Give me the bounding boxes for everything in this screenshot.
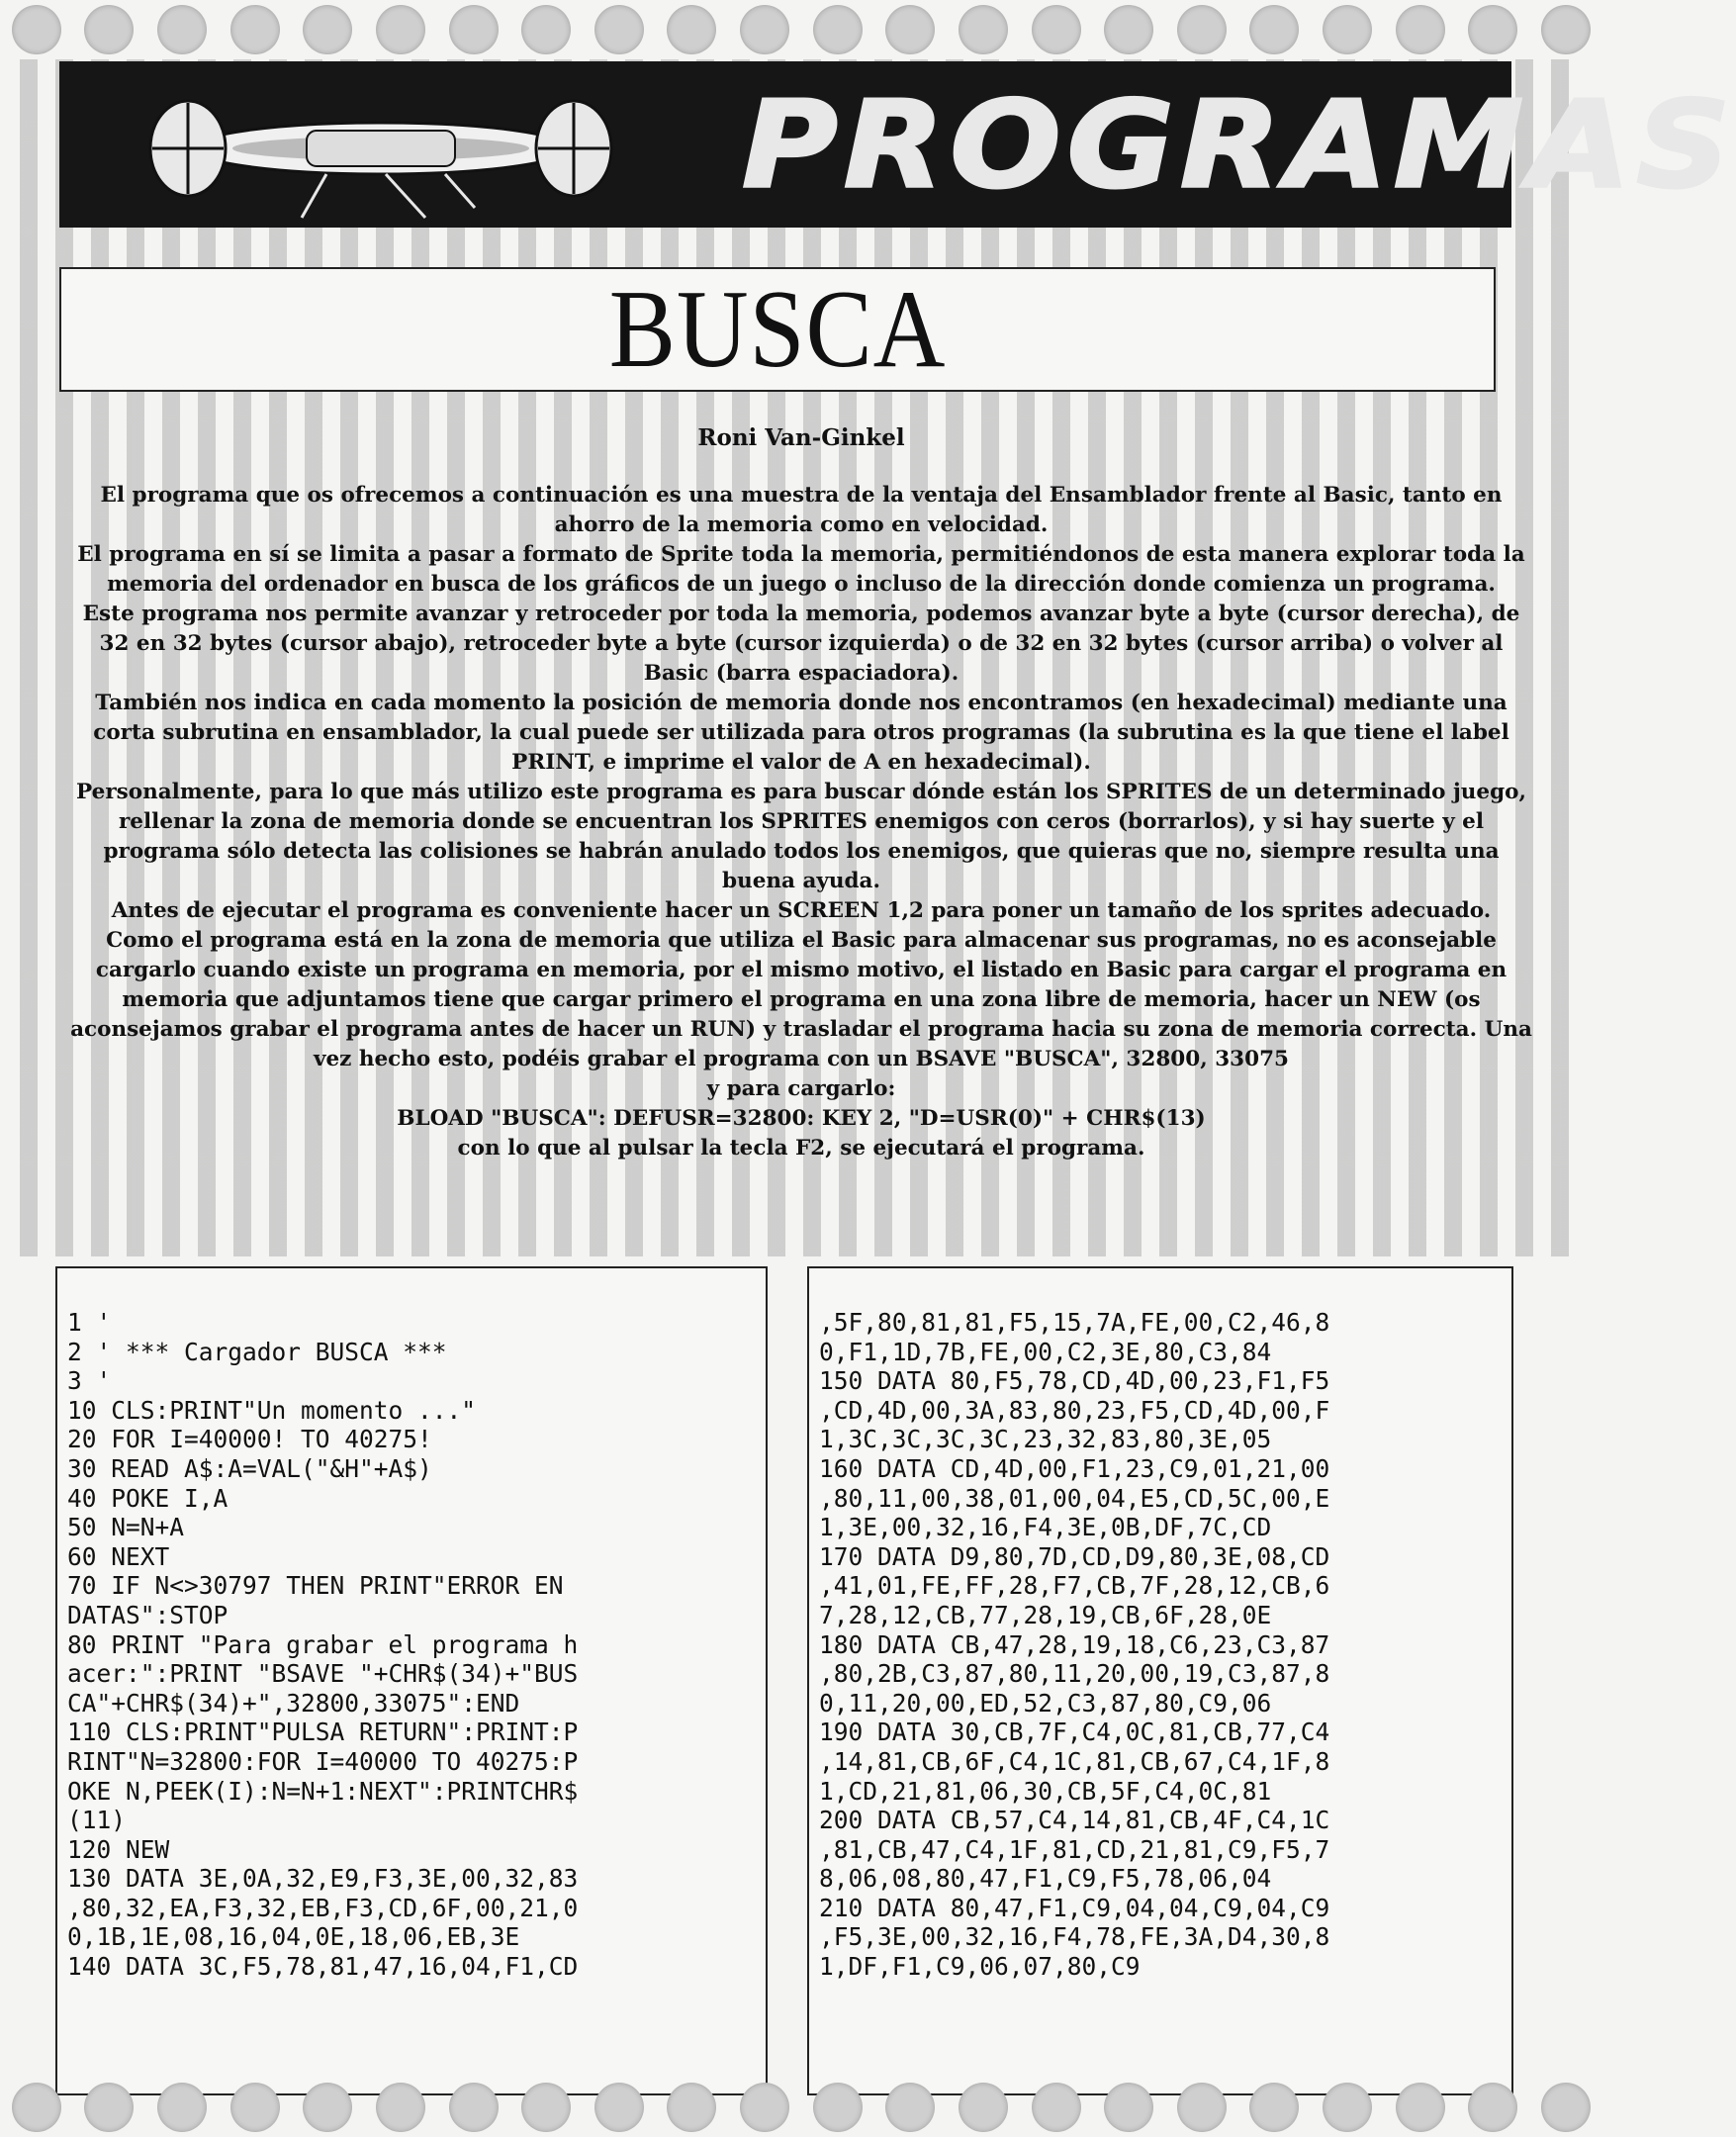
perforation-hole: [84, 2083, 134, 2132]
code-line: 1,CD,21,81,06,30,CB,5F,C4,0C,81: [819, 1776, 1272, 1806]
article-author: Roni Van-Ginkel: [697, 424, 905, 451]
article-paragraph: Personalmente, para lo que más utilizo este programa es para buscar dónde están los SPRITES de un determinado juego, rellenar la zona de memoria donde se encuentran los SPRITES enemigos con ceros (borrarlos), y si hay suerte y el programa sólo detecta las colisiones se habrán anulado todos los enemigos, que quieras que no, siempre resulta una buena ayuda.: [76, 780, 1526, 893]
perforation-hole: [303, 2083, 352, 2132]
code-line: 180 DATA CB,47,28,19,18,C6,23,C3,87: [819, 1629, 1330, 1659]
perforation-hole: [667, 5, 716, 54]
code-line: 1,3C,3C,3C,3C,23,32,83,80,3E,05: [819, 1425, 1272, 1454]
banner-title: PROGRAMAS: [742, 75, 1736, 216]
code-line: 50 N=N+A: [67, 1513, 185, 1542]
perforation-hole: [303, 5, 352, 54]
code-line: 200 DATA CB,57,C4,14,81,CB,4F,C4,1C: [819, 1806, 1330, 1835]
article-paragraph: También nos indica en cada momento la posición de memoria donde nos encontramos (en hexadecimal) mediante una corta subrutina en ensamblador, la cual puede ser utilizada para otros programas (la subrutina es la que tiene el label PRINT, e imprime el valor de A en hexadecimal).: [93, 691, 1509, 775]
code-line: 30 READ A$:A=VAL("&H"+A$): [67, 1453, 432, 1483]
perforation-hole: [885, 5, 935, 54]
perforation-hole: [1177, 2083, 1227, 2132]
perforation-hole: [449, 5, 499, 54]
bottom-perforation: [0, 2078, 1602, 2137]
article-body: [69, 423, 1533, 1163]
perforation-hole: [813, 2083, 863, 2132]
code-line: 8,06,08,80,47,F1,C9,F5,78,06,04: [819, 1864, 1272, 1894]
article-paragraph: El programa en sí se limita a pasar a formato de Sprite toda la memoria, permitiéndonos de esta manera explorar toda la memoria del ordenador en busca de los gráficos de un juego o incluso de la dirección donde comienza un programa.: [77, 542, 1525, 597]
perforation-hole: [521, 2083, 571, 2132]
perforation-hole: [1468, 2083, 1517, 2132]
perforation-hole: [521, 5, 571, 54]
code-line: ,81,CB,47,C4,1F,81,CD,21,81,C9,F5,7: [819, 1834, 1330, 1864]
perforation-hole: [1323, 5, 1372, 54]
code-line: 3 ': [67, 1366, 112, 1396]
perforation-hole: [1104, 5, 1153, 54]
code-line: 80 PRINT "Para grabar el programa h: [67, 1629, 579, 1659]
code-line: 1,DF,F1,C9,06,07,80,C9: [819, 1952, 1141, 1982]
code-line: 110 CLS:PRINT"PULSA RETURN":PRINT:P: [67, 1718, 579, 1747]
perforation-hole: [667, 2083, 716, 2132]
perforation-hole: [1468, 5, 1517, 54]
code-line: 160 DATA CD,4D,00,F1,23,C9,01,21,00: [819, 1453, 1330, 1483]
article-paragraph: con lo que al pulsar la tecla F2, se ejecutará el programa.: [457, 1136, 1145, 1161]
perforation-hole: [376, 2083, 425, 2132]
code-line: 140 DATA 3C,F5,78,81,47,16,04,F1,CD: [67, 1952, 579, 1982]
code-line: ,80,2B,C3,87,80,11,20,00,19,C3,87,8: [819, 1659, 1330, 1689]
article-paragraph: y para cargarlo:: [706, 1076, 896, 1101]
article-title: BUSCA: [608, 268, 947, 391]
perforation-hole: [1032, 5, 1081, 54]
code-line: 40 POKE I,A: [67, 1483, 228, 1513]
perforation-hole: [230, 2083, 280, 2132]
code-line: RINT"N=32800:FOR I=40000 TO 40275:P: [67, 1746, 579, 1776]
perforation-hole: [449, 2083, 499, 2132]
perforation-hole: [84, 5, 134, 54]
perforation-hole: [813, 5, 863, 54]
code-line: 0,F1,1D,7B,FE,00,C2,3E,80,C3,84: [819, 1337, 1272, 1366]
code-line: ,5F,80,81,81,F5,15,7A,FE,00,C2,46,8: [819, 1308, 1330, 1337]
code-line: ,80,11,00,38,01,00,04,E5,CD,5C,00,E: [819, 1483, 1330, 1513]
perforation-hole: [959, 2083, 1008, 2132]
perforation-hole: [157, 2083, 207, 2132]
perforation-hole: [157, 5, 207, 54]
code-line: 70 IF N<>30797 THEN PRINT"ERROR EN: [67, 1571, 564, 1601]
code-line: 210 DATA 80,47,F1,C9,04,04,C9,04,C9: [819, 1893, 1330, 1922]
perforation-hole: [1323, 2083, 1372, 2132]
article-paragraph: Este programa nos permite avanzar y retroceder por toda la memoria, podemos avanzar byte a byte (cursor derecha), de 32 en 32 bytes (cursor abajo), retroceder byte a byte (cursor izquierda) o de 32 en 32 bytes (cursor arriba) o volver al Basic (barra espaciadora).: [82, 602, 1520, 686]
basic-listing-right: [807, 1266, 1513, 2095]
article-paragraph: El programa que os ofrecemos a continuación es una muestra de la ventaja del Ensamblador frente al Basic, tanto en ahorro de la memoria como en velocidad.: [100, 483, 1503, 537]
perforation-hole: [594, 5, 644, 54]
code-line: ,80,32,EA,F3,32,EB,F3,CD,6F,00,21,0: [67, 1893, 579, 1922]
code-line: 150 DATA 80,F5,78,CD,4D,00,23,F1,F5: [819, 1366, 1330, 1396]
perforation-hole: [376, 5, 425, 54]
code-line: 1,3E,00,32,16,F4,3E,0B,DF,7C,CD: [819, 1513, 1272, 1542]
code-line: 0,11,20,00,ED,52,C3,87,80,C9,06: [819, 1688, 1272, 1718]
code-line: ,14,81,CB,6F,C4,1C,81,CB,67,C4,1F,8: [819, 1746, 1330, 1776]
code-line: 190 DATA 30,CB,7F,C4,0C,81,CB,77,C4: [819, 1718, 1330, 1747]
perforation-hole: [740, 5, 789, 54]
code-line: CA"+CHR$(34)+",32800,33075":END: [67, 1688, 520, 1718]
code-line: 7,28,12,CB,77,28,19,CB,6F,28,0E: [819, 1600, 1272, 1629]
perforation-hole: [12, 5, 61, 54]
load-command: BLOAD "BUSCA": DEFUSR=32800: KEY 2, "D=USR(0)" + CHR$(13): [397, 1106, 1206, 1131]
code-line: DATAS":STOP: [67, 1600, 228, 1629]
code-line: 0,1B,1E,08,16,04,0E,18,06,EB,3E: [67, 1922, 520, 1952]
code-line: ,41,01,FE,FF,28,F7,CB,7F,28,12,CB,6: [819, 1571, 1330, 1601]
code-line: 1 ': [67, 1308, 112, 1337]
section-banner: [59, 61, 1736, 228]
article-paragraph: Como el programa está en la zona de memoria que utiliza el Basic para almacenar sus programas, no es aconsejable cargarlo cuando existe un programa en memoria, por el mismo motivo, el listado en Basic para cargar el programa en memoria que adjuntamos tiene que cargar primero el programa en una zona libre de memoria, hacer un NEW (os aconsejamos grabar el programa antes de hacer un RUN) y trasladar el programa hacia su zona de memoria correcta. Una vez hecho esto, podéis grabar el programa con un BSAVE "BUSCA", 32800, 33075: [70, 928, 1532, 1071]
code-line: 10 CLS:PRINT"Un momento ...": [67, 1395, 477, 1425]
perforation-hole: [1249, 2083, 1299, 2132]
article-title-box: [59, 267, 1496, 392]
article-paragraph: Antes de ejecutar el programa es conveniente hacer un SCREEN 1,2 para poner un tamaño de los sprites adecuado.: [111, 898, 1492, 923]
code-line: 130 DATA 3E,0A,32,E9,F3,3E,00,32,83: [67, 1864, 579, 1894]
perforation-hole: [230, 5, 280, 54]
code-line: 60 NEXT: [67, 1541, 170, 1571]
code-line: ,F5,3E,00,32,16,F4,78,FE,3A,D4,30,8: [819, 1922, 1330, 1952]
perforation-hole: [1032, 2083, 1081, 2132]
perforation-hole: [1541, 2083, 1591, 2132]
perforation-hole: [1396, 5, 1445, 54]
code-line: 170 DATA D9,80,7D,CD,D9,80,3E,08,CD: [819, 1541, 1330, 1571]
top-perforation: [0, 0, 1602, 59]
perforation-hole: [959, 5, 1008, 54]
perforation-hole: [740, 2083, 789, 2132]
perforation-hole: [1396, 2083, 1445, 2132]
code-line: 2 ' *** Cargador BUSCA ***: [67, 1337, 447, 1366]
perforation-hole: [594, 2083, 644, 2132]
perforation-hole: [885, 2083, 935, 2132]
perforation-hole: [1177, 5, 1227, 54]
perforation-hole: [1104, 2083, 1153, 2132]
spaceship-icon: [129, 79, 633, 218]
code-line: OKE N,PEEK(I):N=N+1:NEXT":PRINTCHR$: [67, 1776, 579, 1806]
code-line: 20 FOR I=40000! TO 40275!: [67, 1425, 432, 1454]
code-line: acer:":PRINT "BSAVE "+CHR$(34)+"BUS: [67, 1659, 579, 1689]
code-line: 120 NEW: [67, 1834, 170, 1864]
perforation-hole: [1541, 5, 1591, 54]
basic-listing-left: [55, 1266, 768, 2095]
code-line: ,CD,4D,00,3A,83,80,23,F5,CD,4D,00,F: [819, 1395, 1330, 1425]
code-line: (11): [67, 1806, 127, 1835]
perforation-hole: [12, 2083, 61, 2132]
perforation-hole: [1249, 5, 1299, 54]
